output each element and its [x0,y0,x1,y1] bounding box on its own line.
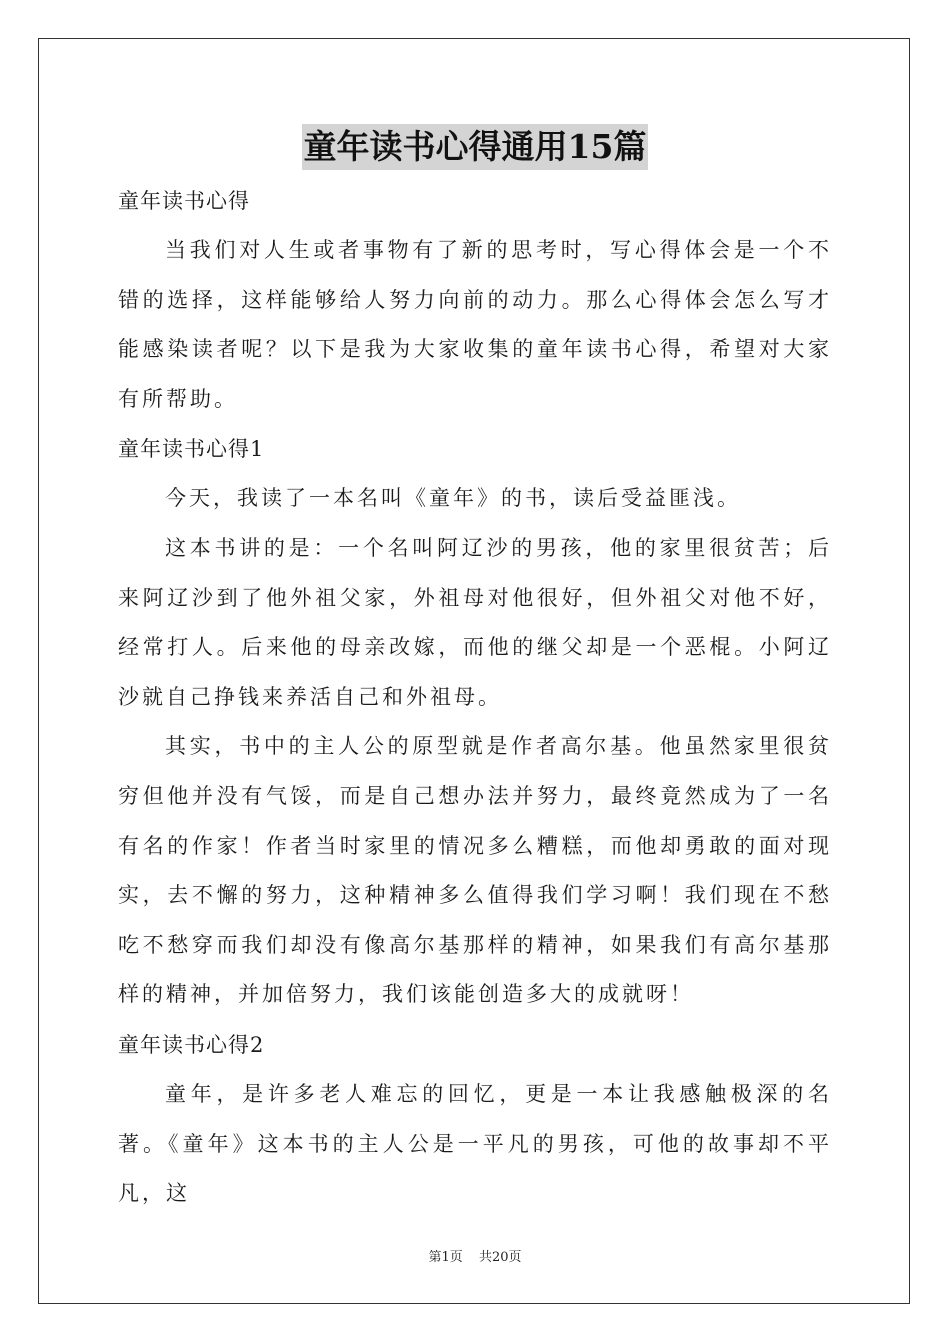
paragraph: 其实，书中的主人公的原型就是作者高尔基。他虽然家里很贫穷但他并没有气馁，而是自己想办法并努力，最终竟然成为了一名有名的作家！作者当时家里的情况多么糟糕，而他却勇敢的面对现实，去不懈的努力，这种精神多么值得我们学习啊！我们现在不愁吃不愁穿而我们却没有像高尔基那样的精神，如果我们有高尔基那样的精神，并加倍努力，我们该能创造多大的成就呀！ [118,734,832,1007]
section-heading: 童年读书心得1 [118,437,265,462]
paragraph: 这本书讲的是：一个名叫阿辽沙的男孩，他的家里很贫苦；后来阿辽沙到了他外祖父家，外祖母对他很好，但外祖父对他不好，经常打人。后来他的母亲改嫁，而他的继父却是一个恶棍。小阿辽沙就自己挣钱来养活自己和外祖母。 [118,535,832,709]
paragraph: 童年，是许多老人难忘的回忆，更是一本让我感触极深的名著。《童年》这本书的主人公是一平凡的男孩，可他的故事却不平凡，这 [118,1081,832,1206]
document-title: 童年读书心得通用15篇 [302,124,649,170]
section-heading: 童年读书心得 [118,189,250,213]
paragraph: 当我们对人生或者事物有了新的思考时，写心得体会是一个不错的选择，这样能够给人努力向前的动力。那么心得体会怎么写才能感染读者呢？以下是我为大家收集的童年读书心得，希望对大家有所帮助。 [118,238,832,411]
page-number: 第1页 [428,1250,463,1265]
paragraph: 今天，我读了一本名叫《童年》的书，读后受益匪浅。 [165,486,741,511]
document-body [118,176,832,1219]
page-footer [0,1246,950,1265]
title-container [0,124,950,170]
section-heading: 童年读书心得2 [118,1032,265,1057]
page-total: 共20页 [478,1250,522,1265]
